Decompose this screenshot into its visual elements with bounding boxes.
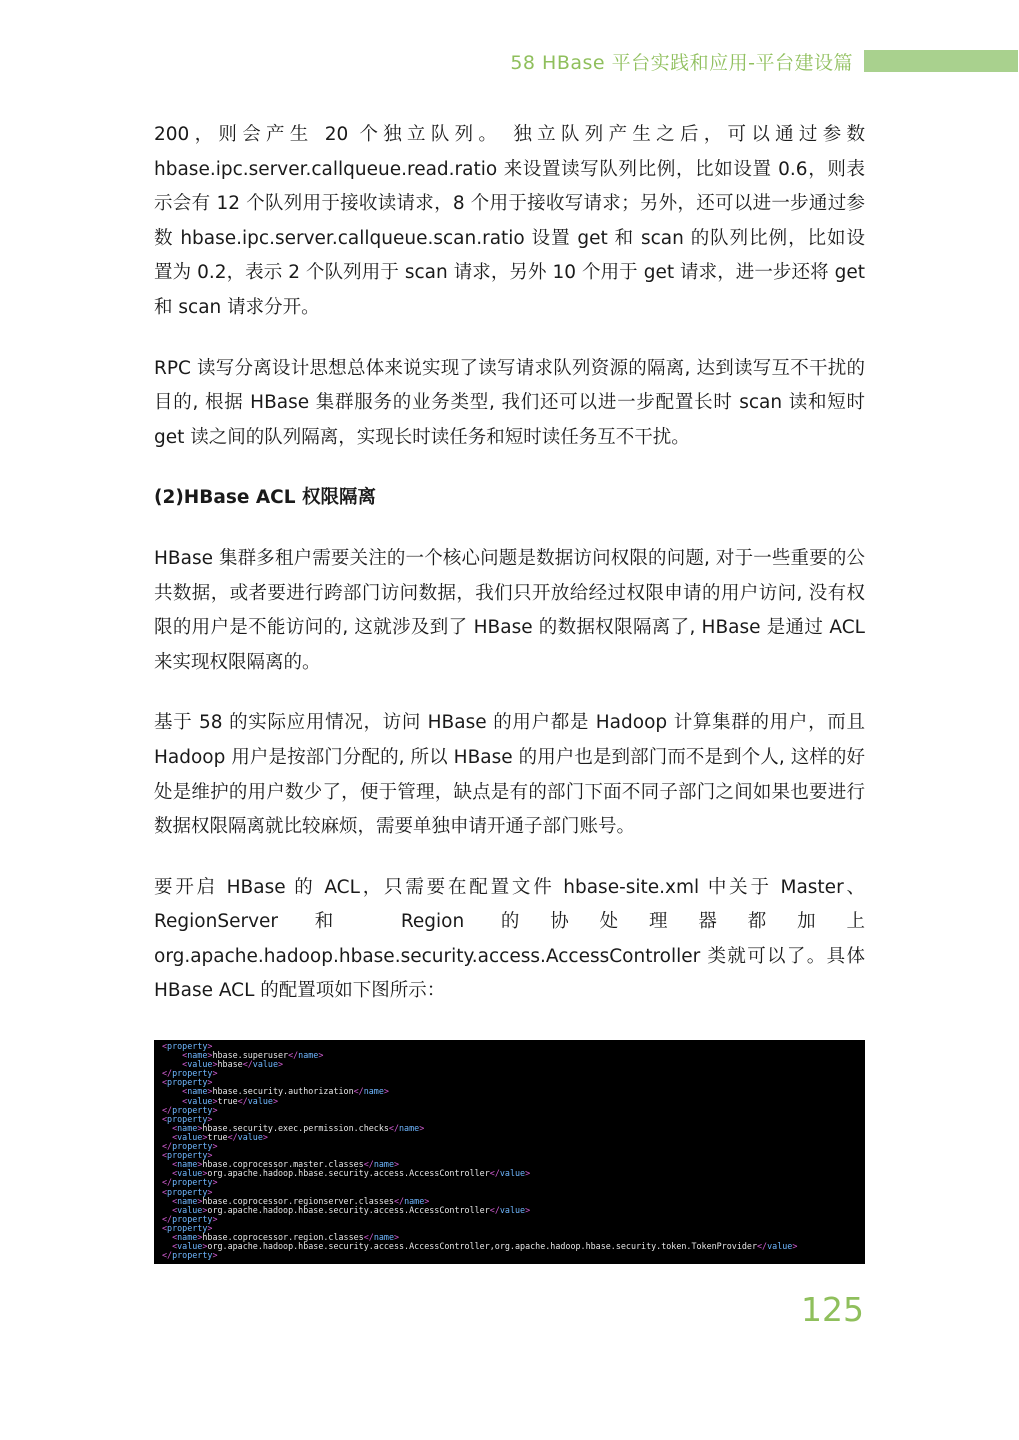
code-tag-bracket: </ [757,1241,768,1252]
paragraph: RPC 读写分离设计思想总体来说实现了读写请求队列资源的隔离, 达到读写互不干扰的目的, 根据 HBase 集群服务的业务类型, 我们还可以进一步配置长时 scan 读和短时 get 读之间的队列隔离，实现长时读任务和短时读任务互不干扰。 [154,357,865,448]
code-tag-bracket: </ [237,1095,248,1106]
code-tag-bracket: > [197,1231,203,1242]
code-tag-bracket: </ [288,1050,299,1061]
code-tag-bracket: < [172,1159,178,1170]
code-tag-bracket: </ [162,1141,173,1152]
code-tag-bracket: > [202,1241,208,1252]
page-number: 125 [801,1290,864,1329]
paragraph: HBase 集群多租户需要关注的一个核心问题是数据访问权限的问题, 对于一些重要的公共数据，或者要进行跨部门访问数据，我们只开放给经过权限申请的用户访问, 没有权限的用户是不能访问的, 这就涉及到了 HBase 的数据权限隔离了, HBase 是通过 ACL 来实现权限隔离的。 [154,547,865,673]
code-tag-bracket: < [172,1168,178,1179]
code-tag-bracket: > [393,1159,400,1170]
paragraph: 基于 58 的实际应用情况，访问 HBase 的用户都是 Hadoop 计算集群的用户，而且 Hadoop 用户是按部门分配的, 所以 HBase 的用户也是到部门而不是到个人, 这样的好处是维护的用户数少了，便于管理，缺点是有的部门下面不同子部门之间如果也要进行数据权限隔离就比较麻烦，需要单独申请开通子部门账号。 [154,712,865,838]
code-tag-bracket: > [393,1231,400,1242]
code-line [162,1251,865,1260]
code-tag-bracket: > [272,1095,279,1106]
code-tag-bracket: > [383,1086,389,1097]
code-tag-bracket: </ [162,1068,173,1079]
code-tag-bracket: > [419,1122,425,1133]
config-code-screenshot [154,1040,865,1264]
code-tag-name: property [167,1041,208,1051]
code-tag-name: property [172,1250,213,1261]
code-text: hbase.coprocessor.regionserver.classes [202,1195,394,1206]
code-tag-name: property [167,1186,208,1197]
code-tag-name: name [298,1050,319,1061]
code-tag-name: value [252,1059,279,1070]
code-tag-bracket: </ [393,1195,405,1206]
code-tag-name: name [177,1122,198,1133]
code-tag-name: property [172,1213,213,1224]
code-text: org.apache.hadoop.hbase.security.access.AccessController,org.apache.hadoop.hbase.security.token.TokenProvider [207,1241,758,1252]
code-line [162,1178,865,1187]
code-line [162,1206,865,1215]
code-line [162,1097,865,1106]
code-tag-bracket: < [182,1095,188,1106]
code-tag-bracket: > [212,1095,218,1106]
code-tag-name: name [187,1086,208,1097]
header-title: 58 HBase 平台实践和应用-平台建设篇 [510,52,853,74]
code-text: org.apache.hadoop.hbase.security.access.AccessController [207,1204,490,1215]
code-tag-bracket: > [197,1159,203,1170]
code-tag-bracket: </ [227,1131,238,1142]
code-tag-bracket: </ [242,1059,253,1070]
code-tag-name: property [167,1077,208,1088]
code-line [162,1060,865,1069]
code-tag-bracket: > [207,1222,213,1233]
code-tag-name: value [499,1204,526,1215]
code-tag-name: value [247,1095,273,1106]
code-tag-bracket: > [525,1204,531,1215]
code-tag-bracket: < [162,1222,168,1233]
code-tag-bracket: < [162,1041,168,1051]
code-tag-name: value [177,1241,203,1252]
code-line [162,1069,865,1078]
code-tag-bracket: < [162,1186,168,1197]
code-line [162,1169,865,1178]
code-tag-name: value [767,1241,793,1252]
code-text: true [217,1095,238,1106]
code-tag-bracket: > [318,1050,324,1061]
code-tag-bracket: </ [162,1104,173,1115]
code-line [162,1242,865,1251]
paragraph: 要开启 HBase 的 ACL，只需要在配置文件 hbase-site.xml 中关于 Master、RegionServer 和 Region 的协处理器都加上 org.apache.hadoop.hbase.security.access.AccessController 类就可以了。具体 HBase ACL 的配置项如下图所示： [154,876,865,1002]
code-tag-bracket: > [212,1059,218,1070]
code-line [162,1142,865,1151]
code-tag-bracket: </ [489,1168,500,1179]
code-tag-bracket: > [202,1204,208,1215]
code-tag-name: name [187,1050,208,1061]
code-tag-name: property [167,1150,208,1161]
code-tag-bracket: </ [489,1204,500,1215]
code-tag-name: property [167,1222,208,1233]
code-tag-name: property [172,1068,213,1079]
code-tag-name: value [187,1095,213,1106]
code-tag-bracket: > [212,1250,218,1261]
code-text: hbase.coprocessor.region.classes [202,1231,364,1242]
code-tag-bracket: </ [162,1250,173,1261]
code-text: hbase.security.authorization [212,1086,354,1097]
code-tag-name: name [373,1231,394,1242]
code-tag-name: value [177,1168,203,1179]
code-tag-bracket: > [792,1241,798,1252]
code-tag-bracket: > [207,1113,213,1124]
code-tag-bracket: > [424,1195,430,1206]
code-tag-bracket: > [207,1041,213,1051]
code-text: hbase [217,1059,243,1070]
code-tag-name: property [172,1104,213,1115]
code-tag-bracket: < [162,1150,168,1161]
code-tag-bracket: > [197,1195,203,1206]
code-tag-bracket: < [162,1113,168,1124]
section-heading: (2)HBase ACL 权限隔离 [154,487,376,509]
code-tag-bracket: > [525,1168,531,1179]
code-tag-bracket: < [182,1050,188,1061]
code-tag-name: property [167,1113,208,1124]
code-line [162,1215,865,1224]
code-tag-bracket: < [172,1195,178,1206]
code-tag-name: value [237,1131,263,1142]
code-tag-name: value [177,1204,203,1215]
code-tag-bracket: > [207,1186,213,1197]
code-text: org.apache.hadoop.hbase.security.access.AccessController [207,1168,490,1179]
code-tag-name: value [187,1059,213,1070]
code-tag-bracket: < [172,1241,178,1252]
code-tag-bracket: > [202,1168,208,1179]
code-line [162,1133,865,1142]
code-tag-bracket: </ [388,1122,400,1133]
code-tag-name: property [172,1141,213,1152]
code-tag-name: value [499,1168,526,1179]
code-text: true [207,1131,228,1142]
code-tag-bracket: > [212,1068,218,1079]
code-tag-name: name [177,1231,198,1242]
code-tag-bracket: > [212,1141,218,1152]
code-tag-bracket: > [197,1122,203,1133]
code-tag-bracket: < [172,1131,178,1142]
code-tag-name: name [177,1159,198,1170]
code-tag-bracket: </ [162,1213,173,1224]
code-tag-bracket: </ [363,1159,374,1170]
code-tag-bracket: > [278,1059,284,1070]
code-tag-name: name [373,1159,394,1170]
code-tag-bracket: </ [363,1231,374,1242]
code-tag-bracket: > [212,1177,218,1188]
code-text: hbase.superuser [212,1050,289,1061]
paragraph: 200，则会产生 20 个独立队列。 独立队列产生之后，可以通过参数 hbase.ipc.server.callqueue.read.ratio 来设置读写队列比例，比如设置 0.6，则表示会有 12 个队列用于接收读请求，8 个用于接收写请求；另外，还可以进一步通过参数 hbase.ipc.server.callqueue.scan.ratio 设置 get 和 scan 的队列比例，比如设置为 0.2，表示 2 个队列用于 scan 请求，另外 10 个用于 get 请求，进一步还将 get 和 scan 请求分开。 [154,124,865,318]
code-tag-bracket: > [212,1213,218,1224]
code-tag-bracket: < [182,1086,188,1097]
code-tag-name: name [399,1122,420,1133]
code-tag-name: name [177,1195,198,1206]
code-tag-bracket: </ [162,1177,173,1188]
code-tag-name: name [363,1086,384,1097]
code-text: hbase.security.exec.permission.checks [202,1122,389,1133]
code-tag-bracket: </ [353,1086,364,1097]
code-tag-bracket: > [207,1086,213,1097]
code-tag-bracket: > [207,1050,213,1061]
code-tag-name: value [177,1131,203,1142]
code-tag-bracket: < [172,1231,178,1242]
code-tag-bracket: < [172,1204,178,1215]
page-header [0,44,1019,78]
code-line [162,1106,865,1115]
code-text: hbase.coprocessor.master.classes [202,1159,364,1170]
code-tag-bracket: > [207,1150,213,1161]
code-tag-bracket: > [207,1077,213,1088]
code-tag-bracket: < [172,1122,178,1133]
code-tag-bracket: > [212,1104,218,1115]
header-accent-bar [864,50,1018,72]
page-content [154,118,865,1035]
code-tag-bracket: > [202,1131,208,1142]
code-tag-bracket: < [182,1059,188,1070]
code-tag-bracket: > [262,1131,268,1142]
code-tag-name: property [172,1177,213,1188]
code-tag-name: name [404,1195,425,1206]
code-tag-bracket: < [162,1077,168,1088]
